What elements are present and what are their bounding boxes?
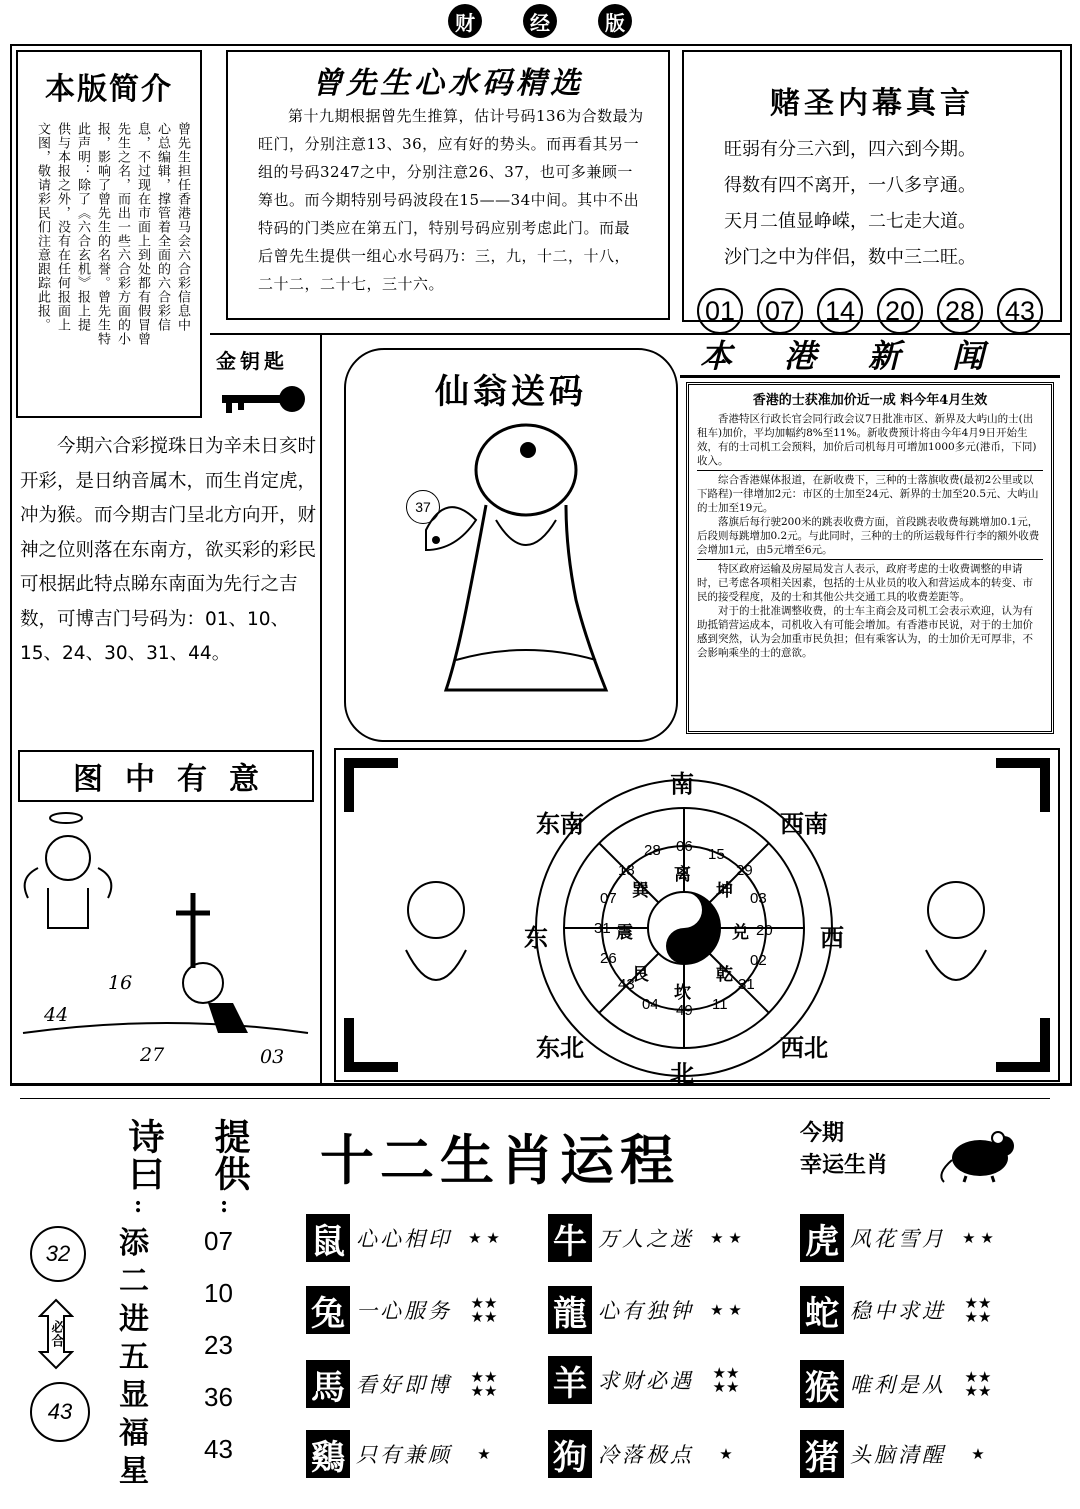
ring-number: 31 [594,920,611,937]
dir-northeast: 东北 [536,1035,584,1062]
dir-southeast: 东南 [536,811,584,838]
poem-label-2 [204,1118,250,1218]
frame-top-rule [10,44,1072,46]
intro-body [32,122,192,412]
article-2-title: 赌圣内幕真言 [770,86,974,121]
zodiac-item [800,1286,1000,1334]
ring-number: 26 [600,950,617,967]
bottom-rule [10,1083,1072,1086]
poem-number: 36 [204,1382,233,1412]
intro-column: 心总编辑，撑管着全面的六合彩信 [155,122,170,332]
dir-east-left: 东 [524,925,548,952]
lucky-number: 43 [997,288,1043,334]
poem-number: 23 [204,1330,233,1360]
zodiac-animal: 兔 [306,1286,350,1334]
intro-box [16,50,202,418]
trigram: 艮 [632,965,649,985]
picture-meaning-title: 图中有意 [73,762,281,797]
ring-number: 18 [618,862,635,879]
news-banner: 本港新闻 [680,340,1060,378]
zodiac-animal: 龍 [548,1286,592,1334]
trigram: 坤 [716,881,733,901]
lucky-zodiac-label-2: 幸运生肖 [800,1153,889,1178]
lucky-zodiac-label [800,1118,888,1182]
ring-number: 06 [676,838,693,855]
poem-numbers [204,1226,233,1486]
lucky-number: 07 [757,288,803,334]
cartoon-number: 03 [260,1046,285,1068]
news-paragraph: 特区政府运输及房屋局发言人表示，政府考虑的士收费调整的申请时，已考虑各项相关因素，包括的士从业员的收入和营运成本的转变、市民的接受程度，及的士和其他公共交通工具的收费差距等。 [697,559,1043,604]
zodiac-animal: 蛇 [800,1286,844,1334]
zodiac-item [800,1360,1000,1408]
ring-number: 02 [750,952,767,969]
article-2-line: 旺弱有分三六到，四六到今期。 [724,139,976,160]
zodiac-item [548,1356,748,1404]
trigram: 震 [616,923,633,943]
zodiac-desc: 看好即博 [356,1373,452,1397]
zodiac-stars: ★ ★ [468,1229,500,1247]
picture-meaning-title-box [18,750,314,802]
zodiac-animal: 狗 [548,1430,592,1478]
poem-colon: : [219,1192,229,1218]
ring-number: 07 [600,890,617,907]
zodiac-item [548,1214,748,1262]
zodiac-animal: 牛 [548,1214,592,1262]
masthead [448,4,632,40]
intro-column: 先生之名，而出一些六合彩方面的小 [115,122,130,346]
zodiac-item [800,1430,1000,1478]
zodiac-item [800,1214,1000,1262]
poem-number: 43 [204,1434,233,1464]
dir-northwest: 西北 [780,1035,828,1062]
immortal-figure-illustration [386,410,646,710]
article-2-line: 天月二值显峥嵘，二七走大道。 [724,211,976,232]
circle-sign-2 [30,1382,90,1442]
dir-south-top: 南 [670,771,694,798]
article-2-line: 得数有四不离开，一八多亨通。 [724,175,976,196]
circle-sign-text: 32 [45,1241,71,1266]
poem-number: 07 [204,1226,233,1256]
zodiac-animal: 虎 [800,1214,844,1262]
intro-column: 文图，敬请彩民们注意跟踪此报。 [35,122,50,332]
poem-lines [114,1218,154,1489]
zodiac-stars: ★ ★ [962,1229,994,1247]
lucky-zodiac-label-1: 今期 [800,1121,845,1146]
intro-column: 此声明：除了《六合玄机》报上提 [75,122,90,332]
dir-southwest: 西南 [780,811,828,838]
compass-wheel [336,750,1058,1080]
article-2-lines [724,132,1060,276]
dir-north-bottom: 北 [670,1061,694,1088]
ring-number: 29 [736,862,753,879]
trigram: 乾 [716,965,733,985]
ring-number: 43 [618,976,635,993]
zodiac-desc: 唯利是从 [850,1373,946,1397]
cartoon-illustration [18,808,314,1068]
poem-colon: : [133,1192,143,1218]
ring-number: 31 [738,976,755,993]
key-sign-text: 金钥匙 [216,349,288,373]
ring-number: 15 [708,846,725,863]
zodiac-stars: ★ ★ [710,1229,742,1247]
trigram: 巽 [632,881,649,901]
frame-left-rule [10,44,12,1084]
frame-right-rule [1070,44,1072,1084]
zodiac-item [306,1214,506,1262]
zodiac-animal: 猪 [800,1430,844,1478]
dir-west-right: 西 [820,925,844,952]
zodiac-item [548,1430,748,1478]
intro-column: 供与本报之外，没有在任何报面上 [55,122,70,332]
circle-sign-text: 43 [47,1399,73,1424]
must-combine-badge [38,1298,74,1370]
poem-char: 福 [119,1416,149,1451]
zodiac-title: 十二生肖运程 [320,1129,680,1192]
cartoon-number: 44 [44,1004,69,1026]
news-paragraph: 香港特区行政长官会同行政会议7日批准市区、新界及大屿山的士(出租车)加价，平均加幅约8%至11%。新收费预计将由今年4月9日开始生效，有的士司机工会预料，加价后司机每月可增加1000多元(港币，下同)收入。 [697,413,1037,467]
zodiac-desc: 心心相印 [356,1227,452,1251]
bottom-rule-2 [20,1098,1050,1099]
zodiac-item [548,1286,748,1334]
zodiac-stars: ★★ ★★ [712,1364,740,1396]
article-box-1 [226,50,670,320]
zodiac-stars: ★ [719,1445,733,1463]
poem-char: 进 [119,1302,149,1337]
article-box-2 [682,50,1062,326]
key-icon [216,375,308,423]
poem-char: 添 [119,1226,149,1261]
lucky-number: 14 [817,288,863,334]
ring-number: 03 [750,890,767,907]
column-divider [320,333,322,1083]
zodiac-animal: 馬 [306,1360,350,1408]
poem-char: 五 [119,1340,149,1375]
masthead-char: 版 [598,4,632,38]
trigram: 离 [674,865,691,885]
poem-char: 显 [119,1378,149,1413]
zodiac-stars: ★★ ★★ [470,1294,498,1326]
immortal-title: 仙翁送码 [435,372,587,412]
zodiac-stars: ★★ ★★ [470,1368,498,1400]
intro-title: 本版简介 [45,72,173,107]
trigram: 兑 [732,923,749,943]
lucky-number: 20 [877,288,923,334]
cartoon-number: 16 [108,972,133,994]
article-1-title: 曾先生心水码精选 [312,66,584,101]
immortal-box [344,348,678,742]
ring-number: 04 [642,996,659,1013]
zodiac-animal: 羊 [548,1356,592,1404]
zodiac-desc: 只有兼顾 [356,1443,452,1467]
zodiac-desc: 稳中求进 [850,1299,946,1323]
zodiac-item [306,1430,506,1478]
zodiac-animal: 猴 [800,1360,844,1408]
zodiac-item [306,1360,506,1408]
lucky-number-row [690,288,1060,334]
lucky-number: 28 [937,288,983,334]
masthead-char: 财 [448,4,482,38]
must-combine-text: 必合 [48,1320,64,1348]
intro-column: 报，影响了曾先生的名誉。曾先生特 [95,122,110,346]
article-1-text: 第十九期根据曾先生推算，估计号码136为合数最为旺门，分别注意13、36，应有好的势头。而再看其另一组的号码3247之中，分别注意26、37，也可多兼顾一筹也。而今期特别号码波段在15——34中间。其中不出特码的门类应在第五门，特别号码应别考虑此门。而最后曾先生提供一组心水号码乃：三，九，十二，十八，二十二，二十七，三十六。 [258,107,644,293]
zodiac-animal: 鼠 [306,1214,350,1262]
trigram: 坎 [674,983,691,1003]
ring-number: 49 [676,1002,693,1019]
immortal-number: 37 [406,490,440,524]
key-sign [216,345,308,427]
masthead-char: 经 [523,4,557,38]
ring-number: 28 [644,842,661,859]
news-headline: 香港的士获准加价近一成 料今年4月生效 [752,393,988,408]
poem-char: 星 [119,1454,149,1489]
compass-frame [334,748,1060,1088]
poem-label-1 [118,1118,164,1218]
zodiac-desc: 心有独钟 [598,1299,694,1323]
lucky-number: 01 [697,288,743,334]
zodiac-desc: 求财必遇 [598,1369,694,1393]
lucky-text: 今期六合彩搅珠日为辛未日亥时开彩，是日纳音属木，而生肖定虎，冲为猴。而今期吉门呈北方向开，财神之位则落在东南方，欲买彩的彩民可根据此特点睇东南面为先行之吉数，可博吉门号码为：01、10、15、24、30、31、44。 [20,436,317,664]
zodiac-desc: 头脑清醒 [850,1443,946,1467]
zodiac-animal: 鷄 [306,1430,350,1478]
news-box [686,382,1054,734]
ring-number: 11 [712,996,728,1013]
zodiac-desc: 风花雪月 [850,1227,946,1251]
news-paragraph: 对于的士批准调整收费，的士车主商会及司机工会表示欢迎，认为有助抵销营运成本，司机收入有可能会增加。有香港市民说，对于的士加价感到突然，认为会加重市民负担；但有乘客认为，的士加价无可厚非，不会影响乘坐的士的意欲。 [697,605,1033,659]
zodiac-stars: ★★ ★★ [964,1368,992,1400]
cartoon-number: 27 [140,1044,165,1066]
poem-label-text: 提供 [209,1118,250,1192]
zodiac-desc: 万人之迷 [598,1227,694,1251]
poem-label-text: 诗曰 [123,1118,164,1192]
article-2-line: 沙门之中为伴侣，数中三二旺。 [724,247,976,268]
zodiac-stars: ★ ★ [710,1301,742,1319]
zodiac-desc: 冷落极点 [598,1443,694,1467]
zodiac-stars: ★ [971,1445,985,1463]
zodiac-stars: ★★ ★★ [964,1294,992,1326]
intro-column: 息，不过现在市面上到处都有假冒曾 [135,122,150,346]
circle-sign-1 [30,1226,86,1282]
rat-icon [936,1124,1026,1184]
poem-char: 二 [119,1264,149,1299]
zodiac-desc: 一心服务 [356,1299,452,1323]
intro-column: 曾先生担任香港马会六合彩信息中 [175,122,190,332]
poem-number: 10 [204,1278,233,1308]
news-paragraph: 综合香港媒体报道，在新收费下，三种的士落旗收费(最初2公里或以下路程)一律增加2元：市区的士加至24元、新界的士加至20.5元、大屿山的士加至19元。 [697,470,1043,515]
zodiac-item [306,1286,506,1334]
news-paragraph: 落旗后每行驶200米的跳表收费方面，首段跳表收费每跳增加0.1元，后段则每跳增加0.2元。与此同时，三种的士的所运载每件行李的额外收费会增加1元，由5元增至6元。 [697,516,1040,556]
zodiac-stars: ★ [477,1445,491,1463]
ring-number: 20 [756,922,773,939]
